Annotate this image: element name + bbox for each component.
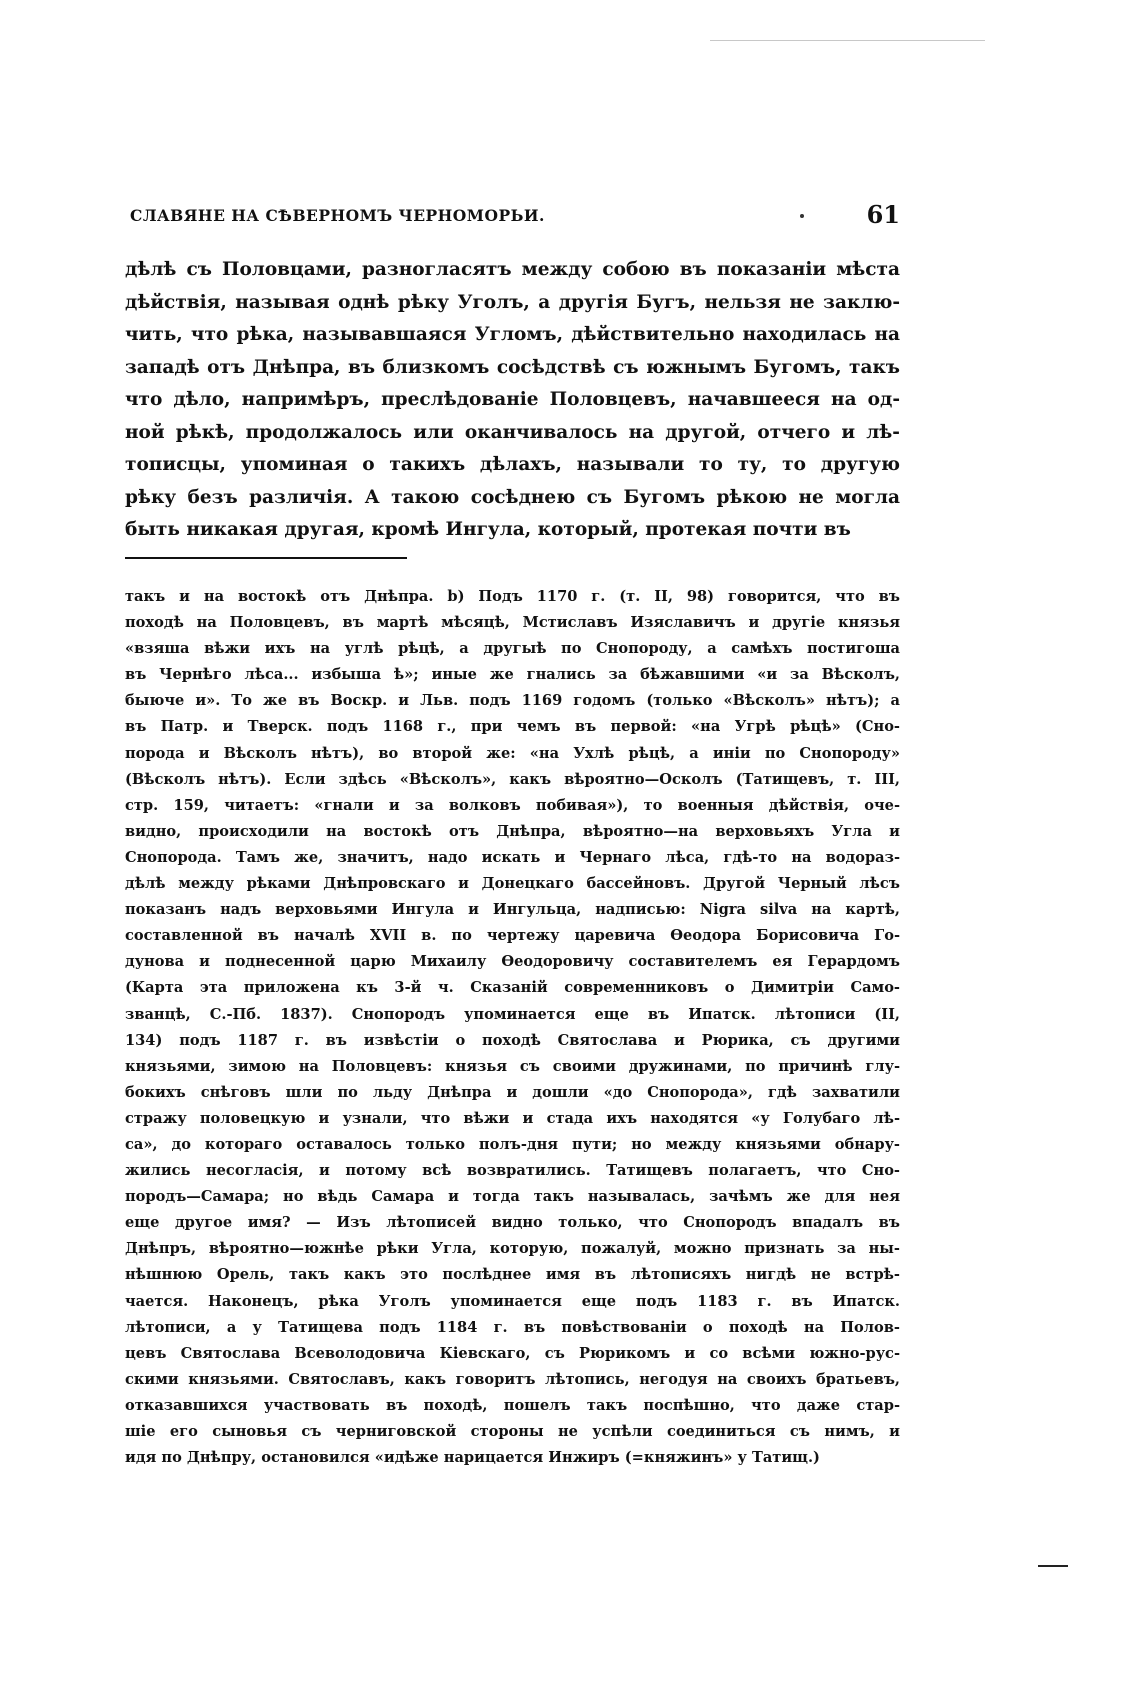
footnote-line: скими князьями. Святославъ, какъ говоритъ лѣтопись, негодуя на своихъ братьевъ, — [125, 1370, 900, 1388]
footnote-line: жились несогласія, и потому всѣ возвратились. Татищевъ полагаетъ, что Сно- — [125, 1162, 900, 1180]
footnote-line: составленной въ началѣ XVII в. по чертежу царевича Ѳеодора Борисовича Го- — [125, 927, 900, 945]
footnote-line: са», до котораго оставалось только полъ-дня пути; но между князьями обнару- — [125, 1135, 900, 1153]
top-edge-rule — [710, 40, 985, 41]
text-line: дѣйствія, называя однѣ рѣку Уголъ, а другія Бугъ, нельзя не заклю- — [125, 291, 900, 313]
footnote-line: видно, происходили на востокѣ отъ Днѣпра, вѣроятно—на верховьяхъ Угла и — [125, 822, 900, 840]
footnote-line: князьями, зимою на Половцевъ: князья съ своими дружинами, по причинѣ глу- — [125, 1057, 900, 1075]
footnote-line: чается. Наконецъ, рѣка Уголъ упоминается еще подъ 1183 г. въ Ипатск. — [125, 1292, 900, 1310]
footnote-line: въ Чернѣго лѣса... избыша ѣ»; иные же гнались за бѣжавшими «и за Вѣсколъ, — [125, 666, 900, 684]
footnote-line: порода и Вѣсколъ нѣтъ), во второй же: «на Ухлѣ рѣцѣ, а иніи по Снопороду» — [125, 744, 900, 762]
footnote-line: бокихъ снѣговъ шли по льду Днѣпра и дошли «до Снопорода», гдѣ захватили — [125, 1083, 900, 1101]
footnote-line: такъ и на востокѣ отъ Днѣпра. b) Подъ 1170 г. (т. II, 98) говорится, что въ — [125, 588, 900, 605]
running-header — [125, 200, 900, 230]
text-line: быть никакая другая, кромѣ Ингула, который, протекая почти въ — [125, 519, 851, 540]
footnote-line: походѣ на Половцевъ, въ мартѣ мѣсяцѣ, Мстиславъ Изяславичъ и другіе князья — [125, 614, 900, 632]
page-number: 61 — [866, 200, 900, 229]
text-line: тописцы, упоминая о такихъ дѣлахъ, называли то ту, то другую — [125, 454, 900, 475]
footnote-line: дѣлѣ между рѣками Днѣпровскаго и Донецкаго бассейновъ. Другой Черный лѣсъ — [125, 875, 900, 893]
footnote-line: шіе его сыновья съ черниговской стороны не успѣли соединиться съ нимъ, и — [125, 1423, 900, 1440]
main-text — [125, 254, 900, 547]
footnote-line: званцѣ, С.-Пб. 1837). Снопородъ упоминается еще въ Ипатск. лѣтописи (II, — [125, 1005, 900, 1023]
footnote-line: «взяша вѣжи ихъ на углѣ рѣцѣ, а другыѣ по Снопороду, а самѣхъ постигоша — [125, 640, 900, 658]
footnote-line: отказавшихся участвовать въ походѣ, пошелъ такъ поспѣшно, что даже стар- — [125, 1396, 900, 1414]
text-line: рѣку безъ различія. А такою сосѣднею съ Бугомъ рѣкою не могла — [125, 486, 900, 508]
text-line: ной рѣкѣ, продолжалось или оканчивалось на другой, отчего и лѣ- — [125, 421, 900, 443]
footnote-line: идя по Днѣпру, остановился «идѣже нарицается Инжиръ (=княжинъ» у Татищ.) — [125, 1449, 820, 1467]
footnote-line: (Карта эта приложена къ 3-й ч. Сказаній современниковъ о Димитріи Само- — [125, 979, 900, 997]
footnote-line: породъ—Самара; но вѣдь Самара и тогда такъ называлась, зачѣмъ же для нея — [125, 1188, 900, 1206]
running-title: СЛАВЯНЕ НА СѢВЕРНОМЪ ЧЕРНОМОРЬИ. — [130, 206, 545, 225]
footnote-line: (Вѣсколъ нѣтъ). Если здѣсь «Вѣсколъ», какъ вѣроятно—Осколъ (Татищевъ, т. III, — [125, 770, 900, 788]
footnote-line: 134) подъ 1187 г. въ извѣстіи о походѣ Святослава и Рюрика, съ другими — [125, 1031, 900, 1049]
footnote-line: стражу половецкую и узнали, что вѣжи и стада ихъ находятся «у Голубаго лѣ- — [125, 1109, 900, 1127]
text-line: чить, что рѣка, называвшаяся Угломъ, дѣйствительно находилась на — [125, 324, 900, 345]
bottom-margin-mark — [1038, 1565, 1068, 1567]
footnote-line: еще другое имя? — Изъ лѣтописей видно только, что Снопородъ впадалъ въ — [125, 1214, 900, 1232]
footnote-line: цевъ Святослава Всеволодовича Кіевскаго, съ Рюрикомъ и со всѣми южно-рус- — [125, 1344, 900, 1362]
footnote-text — [125, 584, 900, 1471]
header-dot — [800, 214, 804, 218]
footnote-line: показанъ надъ верховьями Ингула и Ингульца, надписью: Nigra silva на картѣ, — [125, 901, 900, 919]
footnote-line: нѣшнюю Орель, такъ какъ это послѣднее имя въ лѣтописяхъ нигдѣ не встрѣ- — [125, 1266, 900, 1284]
footnote-line: Снопорода. Тамъ же, значитъ, надо искать и Чернаго лѣса, гдѣ-то на водораз- — [125, 848, 900, 866]
footnote-line: въ Патр. и Тверск. подъ 1168 г., при чемъ въ первой: «на Угрѣ рѣцѣ» (Сно- — [125, 718, 900, 736]
footnote-line: лѣтописи, а у Татищева подъ 1184 г. въ повѣствованіи о походѣ на Полов- — [125, 1318, 900, 1336]
footnote-line: дунова и поднесенной царю Михаилу Ѳеодоровичу составителемъ ея Герардомъ — [125, 953, 900, 971]
text-line: западѣ отъ Днѣпра, въ близкомъ сосѣдствѣ съ южнымъ Бугомъ, такъ — [125, 356, 900, 378]
footnote-line: Днѣпръ, вѣроятно—южнѣе рѣки Угла, которую, пожалуй, можно признать за ны- — [125, 1240, 900, 1258]
footnote-line: быюче и». То же въ Воскр. и Льв. подъ 1169 годомъ (только «Вѣсколъ» нѣтъ); а — [125, 692, 900, 710]
text-line: что дѣло, напримѣръ, преслѣдованіе Половцевъ, начавшееся на од- — [125, 389, 900, 410]
footnote-rule — [125, 557, 407, 559]
text-line: дѣлѣ съ Половцами, разногласятъ между собою въ показаніи мѣста — [125, 259, 900, 280]
footnote-line: стр. 159, читаетъ: «гнали и за волковъ побивая»), то военныя дѣйствія, оче- — [125, 796, 900, 814]
